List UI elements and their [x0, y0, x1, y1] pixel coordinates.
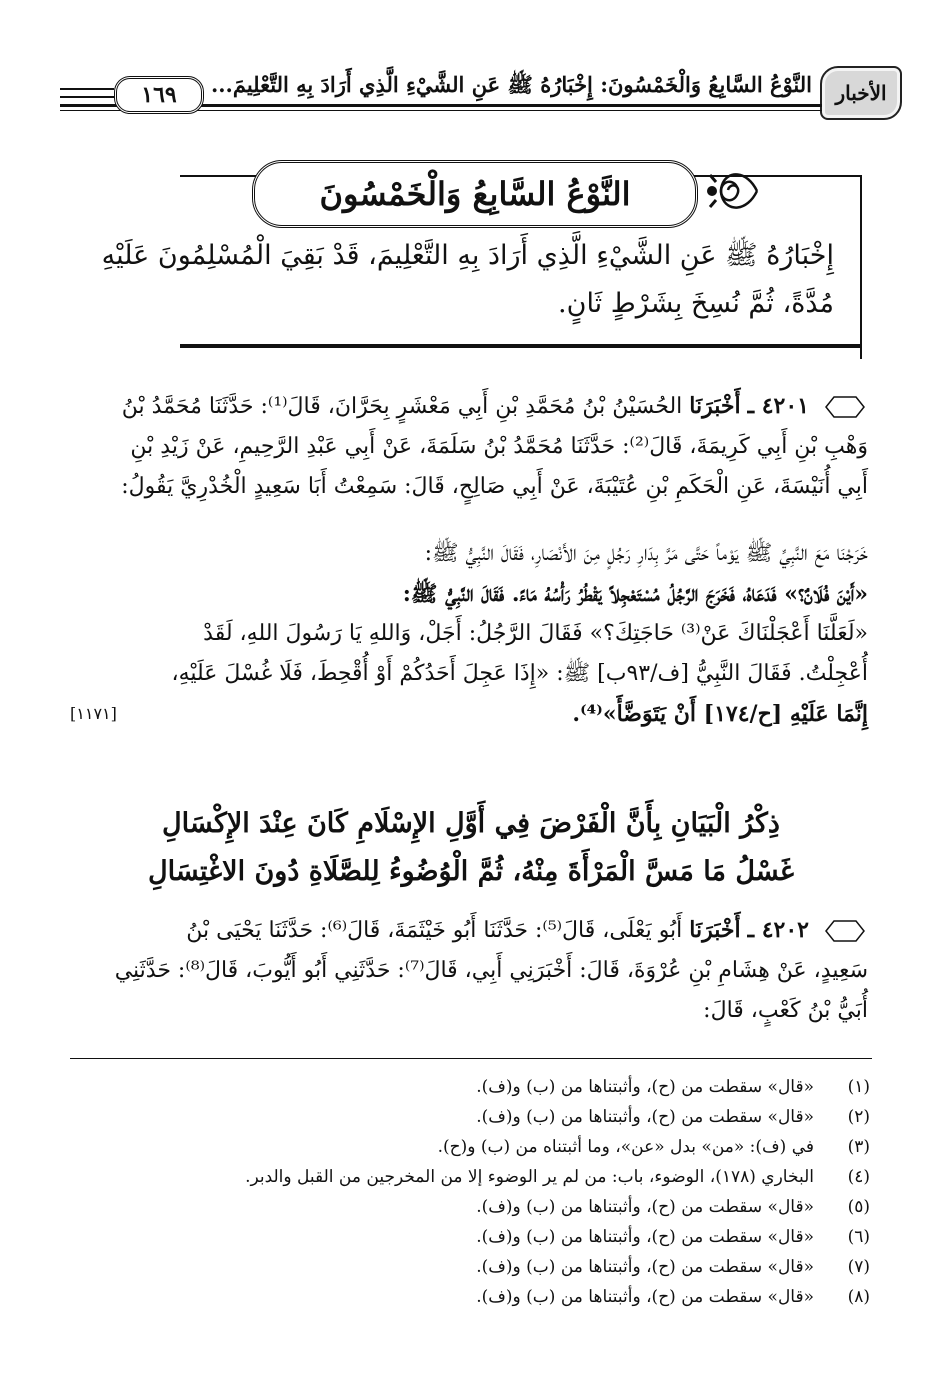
running-header [60, 62, 902, 122]
chapter-description-line: إِخْبَارُهُ ﷺ عَنِ الشَّيْءِ الَّذِي أَرَادَ بِهِ التَّعْلِيمَ، قَدْ بَقِيَ الْمُسْلِمُونَ عَلَيْهِ [101, 240, 834, 271]
footnote-number: (٤) [847, 1167, 870, 1187]
text-line: سَعِيدٍ، عَنْ هِشَامِ بْنِ عُرْوَةَ، قَالَ: أَخْبَرَنِي أَبِي، قَالَ⁽⁷⁾: حَدَّثَنِي أَبُو أَيُّوبَ، قَالَ⁽⁸⁾: حَدَّثَنِي [114, 958, 868, 983]
hadith-4201-matn [70, 534, 868, 734]
isnad-text: الحُسَيْنُ بْنُ مُحَمَّدِ بْنِ أَبِي مَعْشَرٍ بِحَرَّانَ، قَالَ⁽¹⁾: حَدَّثَنَا مُحَمَّدُ بْنُ [121, 394, 683, 419]
hadith-lead: أَخْبَرَنَا [689, 917, 741, 943]
text-line: «أَيْنَ فُلَانٌ؟» فَدَعَاهُ، فَخَرَجَ الرَّجُلُ مُسْتَعْجِلاً يَقْطُرُ رَأْسُهُ مَاءً. فَقَالَ النَّبِيُّ ﷺ: [402, 581, 868, 607]
footnote-number: (٢) [847, 1107, 870, 1127]
hadith-number: ٤٢٠٢ ـ [747, 917, 809, 943]
page-number: ١٦٩ [114, 76, 204, 114]
footnote-text: «قال» سقطت من (ح)، وأثبتناها من (ب) و(ف). [476, 1287, 814, 1307]
text-line: أَبِي أُنَيْسَةَ، عَنِ الْحَكَمِ بْنِ عُتَيْبَةَ، عَنْ أَبِي صَالِحٍ، قَالَ: سَمِعْتُ أَبَا سَعِيدٍ الْخُدْرِيَّ يَقُولُ: [121, 474, 868, 499]
footnote-number: (٧) [847, 1257, 870, 1277]
footnote-number: (٦) [847, 1227, 870, 1247]
footnote-rule [70, 1058, 872, 1059]
text-line [70, 386, 868, 427]
section-badge: الأخبار [820, 66, 902, 120]
footnote-text: «قال» سقطت من (ح)، وأثبتناها من (ب) و(ف). [476, 1257, 814, 1277]
text-line [70, 694, 868, 734]
footnote [90, 1252, 870, 1282]
hadith-4202-isnad [70, 910, 868, 1031]
footnote [90, 1132, 870, 1162]
section-heading-line: غَسْلُ مَا مَسَّ الْمَرْأَةَ مِنْهُ، ثُمَّ الْوُضُوءُ لِلصَّلَاةِ دُونَ الاغْتِسَالِ [147, 856, 795, 887]
reference-number: [١١٧١] [70, 704, 117, 723]
footnote-number: (٨) [847, 1287, 870, 1307]
text-line [70, 910, 868, 951]
footnote-text: في (ف): «من» بدل «عن»، وما أثبتناه من (ب) و(ح). [437, 1137, 814, 1157]
chapter-description [95, 232, 834, 328]
footnotes [90, 1072, 870, 1312]
matn-end: إِنَّمَا عَلَيْهِ [ح/١٧٤] أَنْ يَتَوَضَّأَ»⁽⁴⁾. [572, 701, 868, 727]
text-line: وَهْبِ بْنِ أَبِي كَرِيمَةَ، قَالَ⁽²⁾: حَدَّثَنَا مُحَمَّدُ بْنُ سَلَمَةَ، عَنْ أَبِي عَبْدِ الرَّحِيمِ، عَنْ زَيْدِ بْنِ [130, 434, 868, 459]
hadith-number: ٤٢٠١ ـ [747, 393, 809, 419]
footnote-number: (١) [847, 1077, 870, 1097]
khabar-badge-icon [822, 394, 868, 420]
section-heading-line: ذِكْرُ الْبَيَانِ بِأَنَّ الْفَرْضَ فِي أَوَّلِ الإِسْلَامِ كَانَ عِنْدَ الإِكْسَالِ [162, 808, 780, 839]
footnote-text: «قال» سقطت من (ح)، وأثبتناها من (ب) و(ف). [476, 1227, 814, 1247]
chapter-description-line: مُدَّةً، ثُمَّ نُسِخَ بِشَرْطٍ ثَانٍ. [558, 288, 834, 319]
chapter-bottom-rule [180, 344, 862, 348]
footnote [90, 1162, 870, 1192]
hadith-lead: أَخْبَرَنَا [689, 393, 741, 419]
footnote [90, 1102, 870, 1132]
footnote-text: «قال» سقطت من (ح)، وأثبتناها من (ب) و(ف). [476, 1077, 814, 1097]
khabar-badge-icon [822, 918, 868, 944]
footnote-number: (٣) [847, 1137, 870, 1157]
footnote [90, 1072, 870, 1102]
isnad-text: أَبُو يَعْلَى، قَالَ⁽⁵⁾: حَدَّثَنَا أَبُو خَيْثَمَةَ، قَالَ⁽⁶⁾: حَدَّثَنَا يَحْيَى بْنُ [186, 918, 683, 943]
chapter-title: النَّوْعُ السَّابِعُ وَالْخَمْسُونَ [252, 160, 698, 228]
text-line: أُعْجِلْتُ. فَقَالَ النَّبِيُّ [ف/٩٣ب] ﷺ: «إِذَا عَجِلَ أَحَدُكُمْ أَوْ أُقْحِطَ، فَلَا غُسْلَ عَلَيْهِ، [171, 661, 868, 686]
text-line: خَرَجْنَا مَعَ النَّبِيِّ ﷺ يَوْماً حَتَّى مَرَّ بِدَارِ رَجُلٍ مِنَ الأَنْصَارِ، فَقَالَ النَّبِيُّ ﷺ: [424, 541, 868, 566]
text-line: «لَعَلَّنَا أَعْجَلْنَاكَ عَنْ⁽³⁾ حَاجَتِكَ؟» فَقَالَ الرَّجُلُ: أَجَلْ، وَاللهِ يَا رَسُولَ اللهِ، لَقَدْ [203, 621, 868, 646]
hadith-4201-isnad [70, 386, 868, 507]
text-line: أُبَيُّ بْنُ كَعْبٍ، قَالَ: [703, 998, 868, 1023]
floral-ornament-icon [702, 160, 762, 222]
footnote [90, 1282, 870, 1312]
footnote-text: «قال» سقطت من (ح)، وأثبتناها من (ب) و(ف). [476, 1107, 814, 1127]
header-ornament-lines [60, 88, 114, 98]
footnote-text: «قال» سقطت من (ح)، وأثبتناها من (ب) و(ف). [476, 1197, 814, 1217]
footnote-number: (٥) [847, 1197, 870, 1217]
section-heading [80, 800, 862, 896]
footnote-text: البخاري (١٧٨)، الوضوء، باب: من لم ير الوضوء إلا من المخرجين من القبل والدبر. [245, 1167, 814, 1187]
footnote [90, 1222, 870, 1252]
running-title: النَّوْعُ السَّابِعُ وَالْخَمْسُونَ: إِخْبَارُهُ ﷺ عَنِ الشَّيْءِ الَّذِي أَرَادَ بِهِ التَّعْلِيمَ... [210, 72, 812, 97]
footnote [90, 1192, 870, 1222]
